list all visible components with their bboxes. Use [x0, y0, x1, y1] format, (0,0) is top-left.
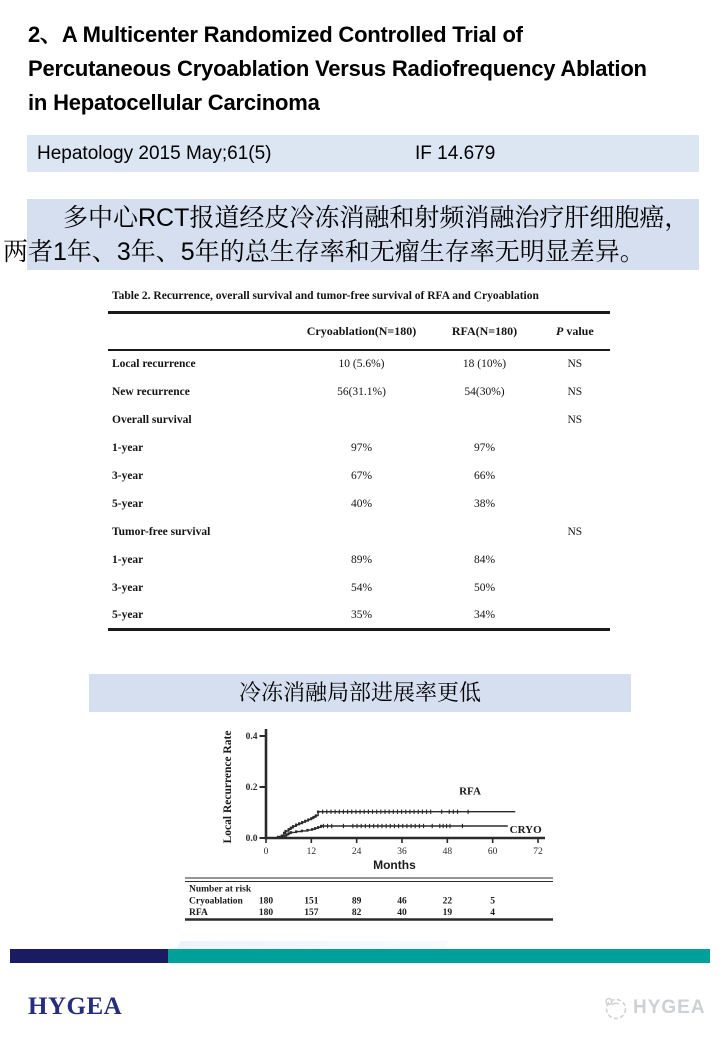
table-row: 3-year 54% 50%: [112, 581, 496, 594]
svg-text:CRYO: CRYO: [509, 823, 542, 836]
svg-text:0.0: 0.0: [245, 834, 258, 845]
svg-text:157: 157: [304, 908, 319, 918]
results-table-body: [108, 350, 610, 630]
svg-text:48: 48: [442, 847, 453, 857]
svg-text:82: 82: [351, 908, 362, 918]
svg-text:0.2: 0.2: [245, 783, 258, 794]
svg-text:Cryoablation: Cryoablation: [189, 896, 243, 907]
figure-banner: 冷冻消融局部进展率更低: [89, 674, 631, 712]
col-header-cryoablation: Cryoablation(N=180): [306, 323, 417, 338]
impact-factor: IF 14.679: [415, 142, 496, 164]
summary-line-2: 两者1年、3年、5年的总生存率和无瘤生存率无明显差异。: [3, 238, 645, 266]
table-row: New recurrence 56(31.1%) 54(30%) NS: [112, 385, 583, 398]
svg-text:24: 24: [351, 847, 362, 857]
svg-text:40: 40: [397, 908, 407, 918]
hygea-logo-icon: [602, 995, 628, 1021]
svg-text:180: 180: [258, 896, 274, 907]
footer-bar: [10, 949, 710, 963]
svg-text:Local Recurrence Rate: Local Recurrence Rate: [222, 730, 234, 844]
svg-text:89: 89: [351, 896, 362, 907]
svg-text:19: 19: [442, 908, 453, 918]
svg-text:151: 151: [304, 896, 319, 907]
svg-text:RFA: RFA: [189, 908, 208, 918]
results-table: [108, 290, 610, 631]
title-line-2: Percutaneous Cryoablation Versus Radiofrequency Ablation: [28, 56, 647, 81]
table-row: Tumor-free survival NS: [112, 525, 583, 538]
watermark-text: HYGEA: [633, 997, 706, 1018]
svg-text:RFA: RFA: [459, 785, 481, 798]
summary-box: [3, 199, 699, 270]
col-header-rfa: RFA(N=180): [451, 323, 518, 338]
table-row: 5-year 35% 34%: [112, 608, 496, 621]
journal-citation: Hepatology 2015 May;61(5): [37, 142, 272, 164]
svg-text:46: 46: [397, 896, 407, 907]
table-header-row: [108, 313, 610, 350]
title-line-1: 2、A Multicenter Randomized Controlled Trial of: [28, 22, 523, 47]
brand-logo-text: HYGEA: [28, 993, 123, 1020]
svg-text:36: 36: [397, 847, 407, 857]
table-row: 5-year 40% 38%: [112, 497, 496, 510]
svg-text:72: 72: [533, 847, 543, 857]
svg-text:4: 4: [490, 908, 496, 918]
svg-text:Months: Months: [373, 858, 416, 872]
svg-text:180: 180: [258, 908, 274, 918]
svg-text:12: 12: [306, 847, 317, 857]
table-row: 3-year 67% 66%: [112, 469, 496, 482]
km-figure-svg: [185, 715, 555, 930]
table-row: 1-year 97% 97%: [112, 441, 496, 454]
table-row: Overall survival NS: [112, 413, 583, 426]
col-header-pvalue: P value: [556, 323, 594, 338]
title-line-3: in Hepatocellular Carcinoma: [28, 90, 320, 115]
svg-text:0: 0: [263, 847, 269, 857]
svg-text:Number at risk: Number at risk: [189, 884, 252, 895]
journal-banner: [27, 135, 699, 172]
page-title: [28, 18, 714, 120]
table-row: 1-year 89% 84%: [112, 553, 496, 566]
watermark: [602, 995, 706, 1021]
table-row: Local recurrence 10 (5.6%) 18 (10%) NS: [112, 358, 583, 370]
summary-line-1: 多中心RCT报道经皮冷冻消融和射频消融治疗肝细胞癌，: [63, 204, 690, 232]
footer-bar-teal: [168, 949, 710, 963]
table-caption: Table 2. Recurrence, overall survival and tumor-free survival of RFA and Cryoablation: [112, 290, 539, 302]
svg-text:60: 60: [487, 847, 498, 857]
footer-bar-navy: [10, 949, 168, 963]
svg-text:5: 5: [490, 896, 496, 907]
svg-text:0.4: 0.4: [245, 732, 258, 743]
col-header-empty: [108, 313, 294, 350]
svg-text:22: 22: [442, 896, 453, 907]
results-table-grid: [108, 311, 610, 631]
